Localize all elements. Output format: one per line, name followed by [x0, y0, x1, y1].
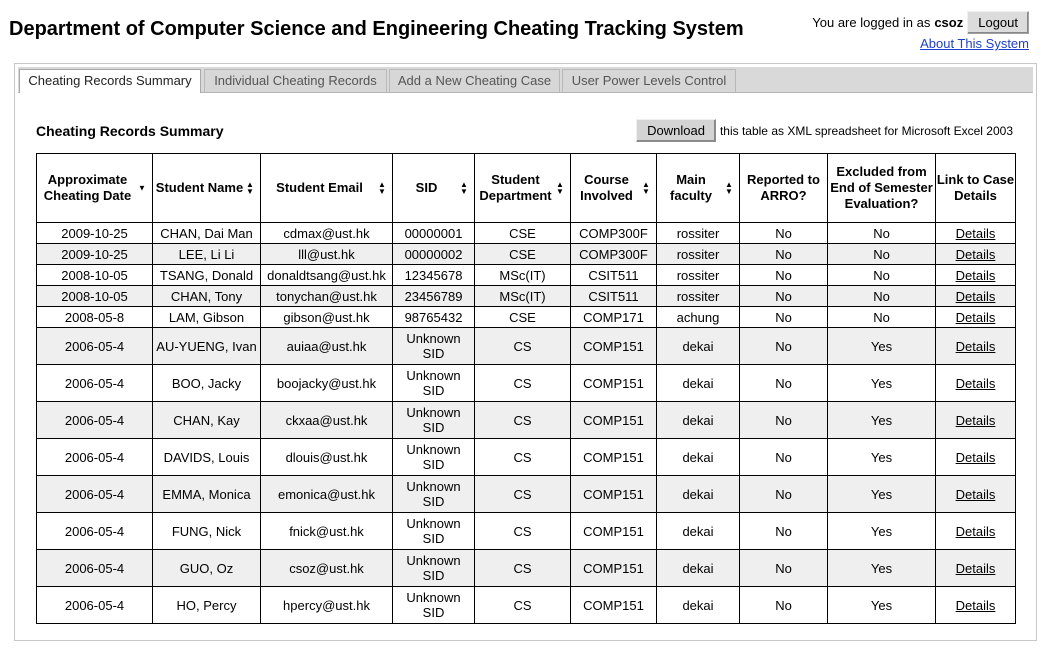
cell-student-name: CHAN, Tony — [153, 286, 261, 307]
cell-excluded-from-evaluation: Yes — [828, 328, 936, 365]
details-link[interactable]: Details — [955, 597, 996, 613]
section-title: Cheating Records Summary — [36, 123, 224, 139]
cell-student-email: dlouis@ust.hk — [261, 439, 393, 476]
cell-student-department: CS — [475, 587, 571, 624]
cell-student-name: DAVIDS, Louis — [153, 439, 261, 476]
details-link[interactable]: Details — [955, 375, 996, 391]
column-header-label: Main faculty — [670, 172, 712, 203]
cell-approximate-cheating-date: 2009-10-25 — [37, 223, 153, 244]
cell-link-to-case-details — [936, 244, 1016, 265]
cell-sid: Unknown SID — [393, 550, 475, 587]
table-row — [37, 223, 1016, 244]
sort-icon[interactable]: ▲ ▼ — [460, 180, 468, 196]
cell-main-faculty: dekai — [657, 328, 740, 365]
cell-approximate-cheating-date: 2006-05-4 — [37, 476, 153, 513]
cell-link-to-case-details — [936, 365, 1016, 402]
cell-student-email: csoz@ust.hk — [261, 550, 393, 587]
cell-excluded-from-evaluation: Yes — [828, 550, 936, 587]
cell-course-involved: COMP151 — [571, 402, 657, 439]
download-row — [636, 119, 1013, 142]
column-header-link-to-case-details — [936, 154, 1016, 223]
cell-student-department: CS — [475, 476, 571, 513]
column-header-approximate-cheating-date[interactable] — [37, 154, 153, 223]
table-body — [37, 223, 1016, 624]
cell-student-department: MSc(IT) — [475, 286, 571, 307]
column-header-student-name[interactable] — [153, 154, 261, 223]
cell-student-email: donaldtsang@ust.hk — [261, 265, 393, 286]
cell-main-faculty: dekai — [657, 365, 740, 402]
sort-icon[interactable]: ▲ ▼ — [725, 180, 733, 196]
cell-reported-to-arro: No — [740, 550, 828, 587]
cheating-records-table — [36, 153, 1016, 624]
about-system-link[interactable]: About This System — [920, 36, 1029, 51]
cell-course-involved: COMP151 — [571, 550, 657, 587]
cell-student-name: EMMA, Monica — [153, 476, 261, 513]
tab-strip — [18, 67, 1033, 93]
cell-reported-to-arro: No — [740, 328, 828, 365]
column-header-label: SID — [415, 180, 438, 195]
cell-student-department: CS — [475, 513, 571, 550]
details-link[interactable]: Details — [955, 288, 996, 304]
cell-student-email: auiaa@ust.hk — [261, 328, 393, 365]
cell-sid: Unknown SID — [393, 439, 475, 476]
cell-course-involved: COMP300F — [571, 223, 657, 244]
column-header-label: Student Department — [479, 172, 552, 203]
column-header-label: Student Email — [276, 180, 363, 195]
details-link[interactable]: Details — [955, 486, 996, 502]
cell-course-involved: COMP151 — [571, 328, 657, 365]
cell-approximate-cheating-date: 2006-05-4 — [37, 439, 153, 476]
table-row — [37, 307, 1016, 328]
cell-course-involved: CSIT511 — [571, 286, 657, 307]
cell-link-to-case-details — [936, 307, 1016, 328]
column-header-main-faculty[interactable] — [657, 154, 740, 223]
cell-student-department: CS — [475, 328, 571, 365]
table-row — [37, 476, 1016, 513]
cell-student-name: BOO, Jacky — [153, 365, 261, 402]
table-row — [37, 286, 1016, 307]
column-header-label: Course Involved — [580, 172, 633, 203]
cell-link-to-case-details — [936, 223, 1016, 244]
cell-sid: Unknown SID — [393, 587, 475, 624]
column-header-reported-to-arro — [740, 154, 828, 223]
cell-link-to-case-details — [936, 513, 1016, 550]
cell-course-involved: CSIT511 — [571, 265, 657, 286]
details-link[interactable]: Details — [955, 412, 996, 428]
details-link[interactable]: Details — [955, 309, 996, 325]
cell-excluded-from-evaluation: No — [828, 286, 936, 307]
cell-course-involved: COMP171 — [571, 307, 657, 328]
cell-main-faculty: rossiter — [657, 265, 740, 286]
cell-student-email: lll@ust.hk — [261, 244, 393, 265]
username: csoz — [934, 15, 964, 30]
cell-student-email: gibson@ust.hk — [261, 307, 393, 328]
cell-course-involved: COMP151 — [571, 476, 657, 513]
cell-link-to-case-details — [936, 328, 1016, 365]
table-row — [37, 365, 1016, 402]
cell-student-name: LAM, Gibson — [153, 307, 261, 328]
cell-sid: 00000001 — [393, 223, 475, 244]
table-row — [37, 244, 1016, 265]
logged-in-text: You are logged in as — [812, 15, 931, 30]
details-link[interactable]: Details — [955, 560, 996, 576]
cell-excluded-from-evaluation: Yes — [828, 587, 936, 624]
cell-reported-to-arro: No — [740, 476, 828, 513]
cell-excluded-from-evaluation: Yes — [828, 402, 936, 439]
cell-course-involved: COMP151 — [571, 365, 657, 402]
column-header-student-email[interactable] — [261, 154, 393, 223]
sort-icon[interactable]: ▲ ▼ — [556, 180, 564, 196]
cell-link-to-case-details — [936, 265, 1016, 286]
cell-student-name: TSANG, Donald — [153, 265, 261, 286]
cell-reported-to-arro: No — [740, 286, 828, 307]
column-header-sid[interactable] — [393, 154, 475, 223]
table-row — [37, 402, 1016, 439]
download-button[interactable]: Download — [636, 119, 716, 142]
cell-student-email: boojacky@ust.hk — [261, 365, 393, 402]
cell-sid: 12345678 — [393, 265, 475, 286]
table-row — [37, 439, 1016, 476]
cell-course-involved: COMP151 — [571, 439, 657, 476]
cell-sid: 23456789 — [393, 286, 475, 307]
cell-excluded-from-evaluation: Yes — [828, 513, 936, 550]
cell-approximate-cheating-date: 2006-05-4 — [37, 550, 153, 587]
cell-student-department: CS — [475, 550, 571, 587]
cell-student-name: GUO, Oz — [153, 550, 261, 587]
cell-reported-to-arro: No — [740, 513, 828, 550]
tab-individual-cheating-records[interactable]: Individual Cheating Records — [204, 69, 387, 92]
sort-icon[interactable]: ▲ ▼ — [246, 180, 254, 196]
cell-sid: Unknown SID — [393, 328, 475, 365]
login-status — [812, 11, 1029, 34]
cell-approximate-cheating-date: 2006-05-4 — [37, 328, 153, 365]
tab-cheating-records-summary[interactable]: Cheating Records Summary — [19, 69, 201, 93]
cell-student-department: CSE — [475, 307, 571, 328]
cell-excluded-from-evaluation: No — [828, 223, 936, 244]
cell-student-name: FUNG, Nick — [153, 513, 261, 550]
column-header-label: Student Name — [155, 180, 244, 195]
details-link[interactable]: Details — [955, 523, 996, 539]
cell-reported-to-arro: No — [740, 365, 828, 402]
cell-excluded-from-evaluation: Yes — [828, 365, 936, 402]
cell-student-name: CHAN, Dai Man — [153, 223, 261, 244]
page-title: Department of Computer Science and Engineering Cheating Tracking System — [9, 18, 744, 40]
cell-student-email: emonica@ust.hk — [261, 476, 393, 513]
column-header-label: Reported to ARRO? — [747, 172, 820, 203]
cell-student-name: LEE, Li Li — [153, 244, 261, 265]
cell-main-faculty: dekai — [657, 439, 740, 476]
cell-approximate-cheating-date: 2006-05-4 — [37, 365, 153, 402]
table-header-row — [37, 154, 1016, 223]
cell-main-faculty: dekai — [657, 476, 740, 513]
cell-approximate-cheating-date: 2008-10-05 — [37, 286, 153, 307]
cell-student-department: CS — [475, 365, 571, 402]
cell-student-email: cdmax@ust.hk — [261, 223, 393, 244]
cell-link-to-case-details — [936, 402, 1016, 439]
sort-icon[interactable]: ▲ ▼ — [378, 180, 386, 196]
cell-excluded-from-evaluation: No — [828, 244, 936, 265]
cell-student-department: CS — [475, 402, 571, 439]
column-header-label: Excluded from End of Semester Evaluation? — [830, 164, 933, 211]
cell-approximate-cheating-date: 2006-05-4 — [37, 402, 153, 439]
cell-student-email: hpercy@ust.hk — [261, 587, 393, 624]
column-header-label: Approximate Cheating Date — [43, 172, 132, 203]
cell-student-department: CSE — [475, 223, 571, 244]
details-link[interactable]: Details — [955, 225, 996, 241]
cell-main-faculty: rossiter — [657, 286, 740, 307]
column-header-excluded-from-evaluation — [828, 154, 936, 223]
column-header-course-involved[interactable] — [571, 154, 657, 223]
cell-excluded-from-evaluation: No — [828, 265, 936, 286]
cell-main-faculty: rossiter — [657, 244, 740, 265]
cell-reported-to-arro: No — [740, 307, 828, 328]
logout-button[interactable]: Logout — [967, 11, 1029, 34]
cell-excluded-from-evaluation: Yes — [828, 476, 936, 513]
cell-link-to-case-details — [936, 439, 1016, 476]
details-link[interactable]: Details — [955, 267, 996, 283]
cell-reported-to-arro: No — [740, 265, 828, 286]
details-link[interactable]: Details — [955, 449, 996, 465]
cell-excluded-from-evaluation: Yes — [828, 439, 936, 476]
table-row — [37, 328, 1016, 365]
cell-student-department: CSE — [475, 244, 571, 265]
sort-icon[interactable]: ▲ ▼ — [642, 180, 650, 196]
cell-sid: 98765432 — [393, 307, 475, 328]
cell-main-faculty: dekai — [657, 402, 740, 439]
cell-link-to-case-details — [936, 286, 1016, 307]
cell-course-involved: COMP151 — [571, 587, 657, 624]
cell-sid: Unknown SID — [393, 476, 475, 513]
table-row — [37, 513, 1016, 550]
cell-student-name: CHAN, Kay — [153, 402, 261, 439]
cell-excluded-from-evaluation: No — [828, 307, 936, 328]
cell-reported-to-arro: No — [740, 402, 828, 439]
cell-link-to-case-details — [936, 587, 1016, 624]
cell-sid: 00000002 — [393, 244, 475, 265]
cell-main-faculty: dekai — [657, 550, 740, 587]
login-area — [812, 11, 1029, 51]
cell-main-faculty: dekai — [657, 587, 740, 624]
cell-approximate-cheating-date: 2008-10-05 — [37, 265, 153, 286]
cell-student-name: AU-YUENG, Ivan — [153, 328, 261, 365]
cell-link-to-case-details — [936, 476, 1016, 513]
cell-reported-to-arro: No — [740, 223, 828, 244]
cell-approximate-cheating-date: 2009-10-25 — [37, 244, 153, 265]
cell-student-email: tonychan@ust.hk — [261, 286, 393, 307]
cell-reported-to-arro: No — [740, 587, 828, 624]
cell-course-involved: COMP151 — [571, 513, 657, 550]
cell-student-department: CS — [475, 439, 571, 476]
cell-main-faculty: rossiter — [657, 223, 740, 244]
tab-user-power-levels-control[interactable]: User Power Levels Control — [562, 69, 736, 92]
cell-approximate-cheating-date: 2006-05-4 — [37, 587, 153, 624]
table-row — [37, 550, 1016, 587]
sort-descending-icon[interactable]: ▼ — [138, 183, 146, 193]
details-link[interactable]: Details — [955, 246, 996, 262]
cell-approximate-cheating-date: 2008-05-8 — [37, 307, 153, 328]
cell-course-involved: COMP300F — [571, 244, 657, 265]
cell-sid: Unknown SID — [393, 365, 475, 402]
cell-reported-to-arro: No — [740, 439, 828, 476]
column-header-student-department[interactable] — [475, 154, 571, 223]
cell-reported-to-arro: No — [740, 244, 828, 265]
cell-student-email: fnick@ust.hk — [261, 513, 393, 550]
cell-main-faculty: dekai — [657, 513, 740, 550]
cell-student-email: ckxaa@ust.hk — [261, 402, 393, 439]
download-note: this table as XML spreadsheet for Microsoft Excel 2003 — [719, 123, 1013, 138]
cell-sid: Unknown SID — [393, 402, 475, 439]
cell-sid: Unknown SID — [393, 513, 475, 550]
table-row — [37, 587, 1016, 624]
cell-student-department: MSc(IT) — [475, 265, 571, 286]
details-link[interactable]: Details — [955, 338, 996, 354]
cell-main-faculty: achung — [657, 307, 740, 328]
cell-link-to-case-details — [936, 550, 1016, 587]
tab-add-new-cheating-case[interactable]: Add a New Cheating Case — [389, 69, 560, 92]
column-header-label: Link to Case Details — [936, 172, 1015, 203]
cell-student-name: HO, Percy — [153, 587, 261, 624]
cell-approximate-cheating-date: 2006-05-4 — [37, 513, 153, 550]
tab-panel — [14, 63, 1037, 641]
table-row — [37, 265, 1016, 286]
